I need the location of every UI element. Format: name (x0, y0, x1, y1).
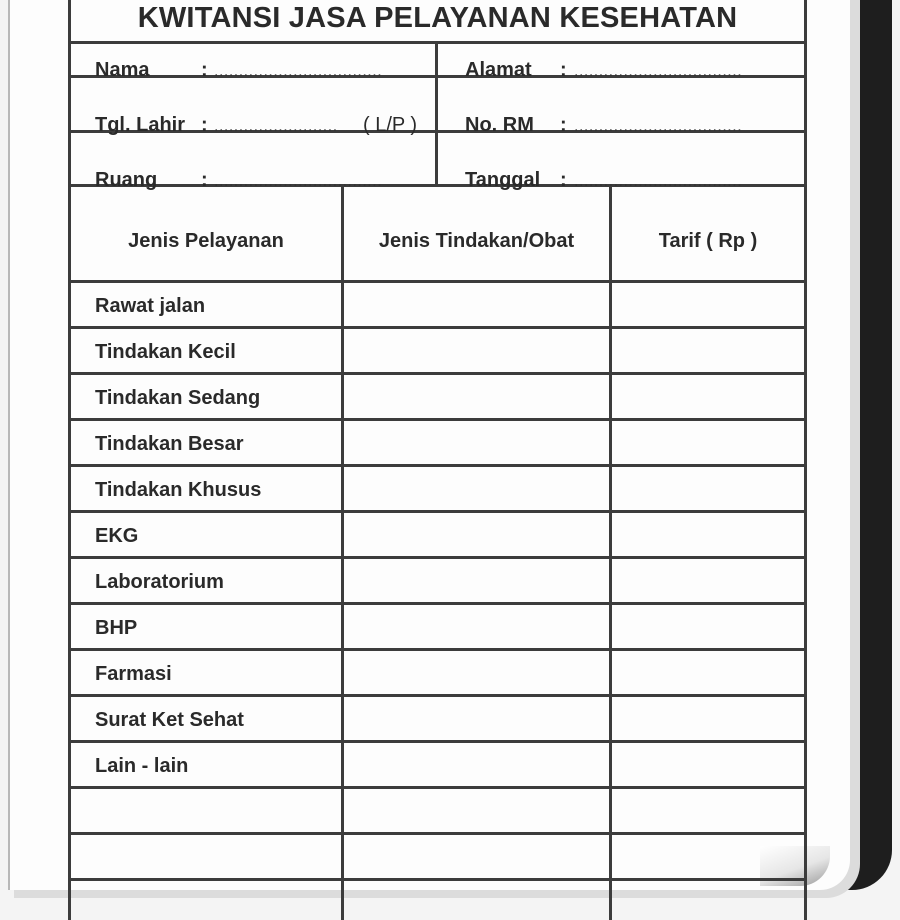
tindakan-cell[interactable] (344, 329, 609, 372)
no-rm-field[interactable]: .................................. (574, 118, 743, 135)
table-row (71, 421, 804, 467)
service-label: Farmasi (95, 663, 172, 685)
service-label: Lain - lain (95, 755, 189, 777)
tindakan-cell[interactable] (344, 651, 609, 694)
column-header-tarif: Tarif ( Rp ) (658, 230, 758, 252)
tarif-cell[interactable] (612, 283, 804, 326)
tarif-cell[interactable] (612, 835, 804, 878)
no-rm-label: No. RM (465, 114, 534, 136)
tarif-cell[interactable] (612, 375, 804, 418)
service-label: Tindakan Kecil (95, 341, 236, 363)
table-row (71, 559, 804, 605)
tanggal-colon: : (560, 169, 567, 191)
service-label: Rawat jalan (95, 295, 206, 317)
tindakan-cell[interactable] (344, 421, 609, 464)
tindakan-cell[interactable] (344, 375, 609, 418)
tindakan-cell[interactable] (344, 743, 609, 786)
tindakan-cell[interactable] (344, 283, 609, 326)
tindakan-cell[interactable] (344, 697, 609, 740)
form-title: KWITANSI JASA PELAYANAN KESEHATAN (71, 0, 804, 44)
no-rm-colon: : (560, 114, 567, 136)
tgl-lahir-field[interactable]: ......................... (214, 118, 338, 135)
service-label: Tindakan Khusus (95, 479, 262, 501)
table-row (71, 467, 804, 513)
tanggal-field[interactable]: .................................. (574, 173, 743, 190)
table-row (71, 605, 804, 651)
tindakan-cell[interactable] (344, 605, 609, 648)
table-row (71, 375, 804, 421)
alamat-label: Alamat (465, 59, 532, 81)
ruang-colon: : (201, 169, 208, 191)
tarif-cell[interactable] (612, 743, 804, 786)
service-label: EKG (95, 525, 139, 547)
tarif-cell[interactable] (612, 697, 804, 740)
tanggal-label: Tanggal (465, 169, 541, 191)
service-label: Tindakan Sedang (95, 387, 261, 409)
tarif-cell[interactable] (612, 513, 804, 556)
tindakan-cell[interactable] (344, 513, 609, 556)
table-row (71, 283, 804, 329)
ruang-field[interactable]: .................................. (214, 173, 383, 190)
tindakan-cell[interactable] (344, 835, 609, 878)
alamat-colon: : (560, 59, 567, 81)
receipt-form (68, 0, 807, 920)
nama-colon: : (201, 59, 208, 81)
sex-hint: ( L/P ) (363, 114, 418, 136)
tindakan-cell[interactable] (344, 467, 609, 510)
nama-label: Nama (95, 59, 150, 81)
tindakan-cell[interactable] (344, 789, 609, 832)
service-label: Tindakan Besar (95, 433, 244, 455)
table-row (71, 789, 804, 835)
tarif-cell[interactable] (612, 559, 804, 602)
table-row (71, 651, 804, 697)
table-row (71, 513, 804, 559)
field-column-divider (435, 43, 438, 184)
service-label: Laboratorium (95, 571, 224, 593)
tindakan-cell[interactable] (344, 559, 609, 602)
tarif-cell[interactable] (612, 421, 804, 464)
alamat-field[interactable]: .................................. (574, 63, 743, 80)
tarif-cell[interactable] (612, 467, 804, 510)
tgl-lahir-label: Tgl. Lahir (95, 114, 185, 136)
tarif-cell[interactable] (612, 605, 804, 648)
row-divider (71, 878, 804, 881)
service-label: BHP (95, 617, 138, 639)
table-row (71, 697, 804, 743)
tarif-cell[interactable] (612, 651, 804, 694)
column-header-jenis-pelayanan: Jenis Pelayanan (128, 230, 284, 252)
column-header-jenis-tindakan: Jenis Tindakan/Obat (378, 230, 575, 252)
service-label: Surat Ket Sehat (95, 709, 244, 731)
tarif-cell[interactable] (612, 789, 804, 832)
nama-field[interactable]: .................................. (214, 63, 383, 80)
tgl-lahir-colon: : (201, 114, 208, 136)
table-row (71, 743, 804, 789)
table-row (71, 329, 804, 375)
tarif-cell[interactable] (612, 329, 804, 372)
table-row (71, 835, 804, 881)
ruang-label: Ruang (95, 169, 158, 191)
